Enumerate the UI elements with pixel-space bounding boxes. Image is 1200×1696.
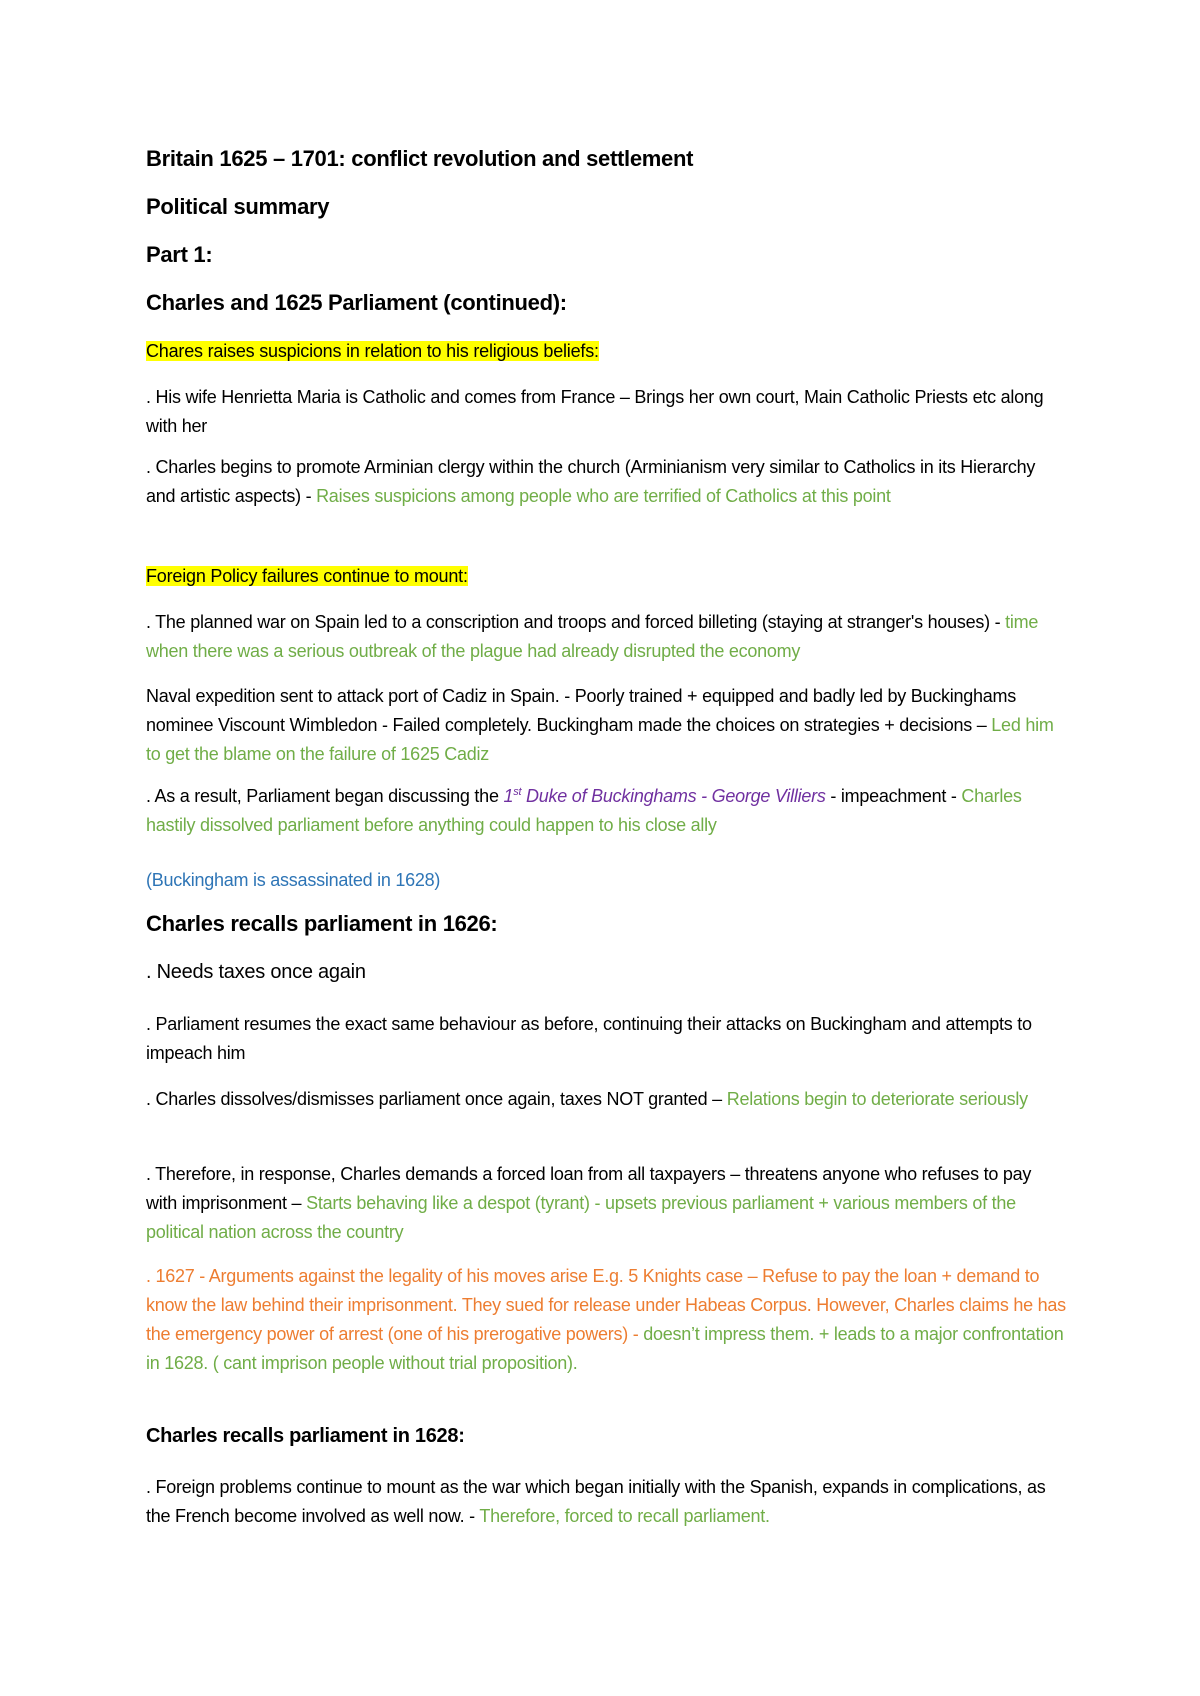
duke-name: Duke of Buckinghams - George Villiers (521, 786, 826, 806)
text-green: Starts behaving like a despot (tyrant) - upsets previous parliament + various members of the political nation across the country (146, 1193, 1016, 1242)
text-black: . Charles dissolves/dismisses parliament once again, taxes NOT granted – (146, 1089, 727, 1109)
section-heading-1625: Charles and 1625 Parliament (continued): (146, 290, 567, 315)
text-green: Led him to get the blame on the failure of 1625 Cadiz (146, 715, 1054, 764)
text-black: . Therefore, in response, Charles demands a forced loan from all taxpayers – threatens anyone who refuses to pay with imprisonment – (146, 1164, 1032, 1213)
highlight-text: Chares raises suspicions in relation to his religious beliefs: (146, 341, 599, 361)
text-orange: . 1627 - Arguments against the legality of his moves arise E.g. 5 Knights case – Refuse to pay the loan + demand to know the law behind their imprisonment. They sued for release under Habeas Corpus. However, Charles claims he has the emergency power of arrest (one of his prerogative powers) - (146, 1266, 1066, 1344)
text-green: doesn’t impress them. + leads to a major confrontation in 1628. ( cant imprison people without trial proposition). (146, 1324, 1064, 1373)
text-green: time when there was a serious outbreak of the plague had already disrupted the economy (146, 612, 1039, 661)
ordinal-suffix: st (513, 786, 522, 798)
text-green: Raises suspicions among people who are terrified of Catholics at this point (316, 486, 891, 506)
document-title: Britain 1625 – 1701: conflict revolution and settlement (146, 146, 694, 171)
text-green: Relations begin to deteriorate seriously (726, 1089, 1028, 1109)
highlight-text: Foreign Policy failures continue to mount: (146, 566, 468, 586)
section-heading-1626: Charles recalls parliament in 1626: (146, 911, 498, 936)
text-black: . Charles begins to promote Arminian clergy within the church (Arminianism very similar to Catholics in its Hierarchy and artistic aspects) - (146, 457, 1036, 506)
paragraph-five-knights-case (146, 1262, 1066, 1378)
text-green: Charles hastily dissolved parliament before anything could happen to his close ally (146, 786, 1022, 835)
text-black: Naval expedition sent to attack port of Cadiz in Spain. - Poorly trained + equipped and badly led by Buckinghams nominee Viscount Wimbledon - Failed completely. Buckingham made the choices on strategies + decisions – (146, 686, 1017, 735)
paragraph-parliament-resumes: . Parliament resumes the exact same behaviour as before, continuing their attacks on Buckingham and attempts to impeach him (146, 1014, 1032, 1063)
document-subtitle: Political summary (146, 194, 330, 219)
section-heading-1628: Charles recalls parliament in 1628: (146, 1425, 465, 1447)
ordinal-number: 1 (503, 786, 514, 806)
highlight-religious-beliefs (146, 341, 599, 362)
paragraph-forced-loan (146, 1160, 1066, 1247)
paragraph-henrietta-maria: . His wife Henrietta Maria is Catholic and comes from France – Brings her own court, Main Catholic Priests etc along with her (146, 387, 1044, 436)
paragraph-assassination-note: (Buckingham is assassinated in 1628) (146, 870, 441, 890)
text-black: - impeachment - (825, 786, 962, 806)
text-black: . Foreign problems continue to mount as the war which began initially with the Spanish, expands in complications, as the French become involved as well now. - (146, 1477, 1046, 1526)
paragraph-arminian-clergy (146, 453, 1066, 511)
highlight-foreign-policy (146, 566, 468, 587)
paragraph-dissolves-parliament (146, 1085, 1066, 1114)
text-green: Therefore, forced to recall parliament. (479, 1506, 770, 1526)
paragraph-foreign-problems (146, 1473, 1066, 1531)
paragraph-needs-taxes: . Needs taxes once again (146, 961, 366, 983)
paragraph-impeachment (146, 782, 1066, 840)
text-purple (503, 786, 825, 806)
part-label: Part 1: (146, 242, 213, 267)
paragraph-cadiz-expedition (146, 682, 1066, 769)
paragraph-war-on-spain (146, 608, 1066, 666)
text-black: . As a result, Parliament began discussing the (146, 786, 504, 806)
text-black: . The planned war on Spain led to a conscription and troops and forced billeting (staying at stranger's houses) - (146, 612, 1006, 632)
